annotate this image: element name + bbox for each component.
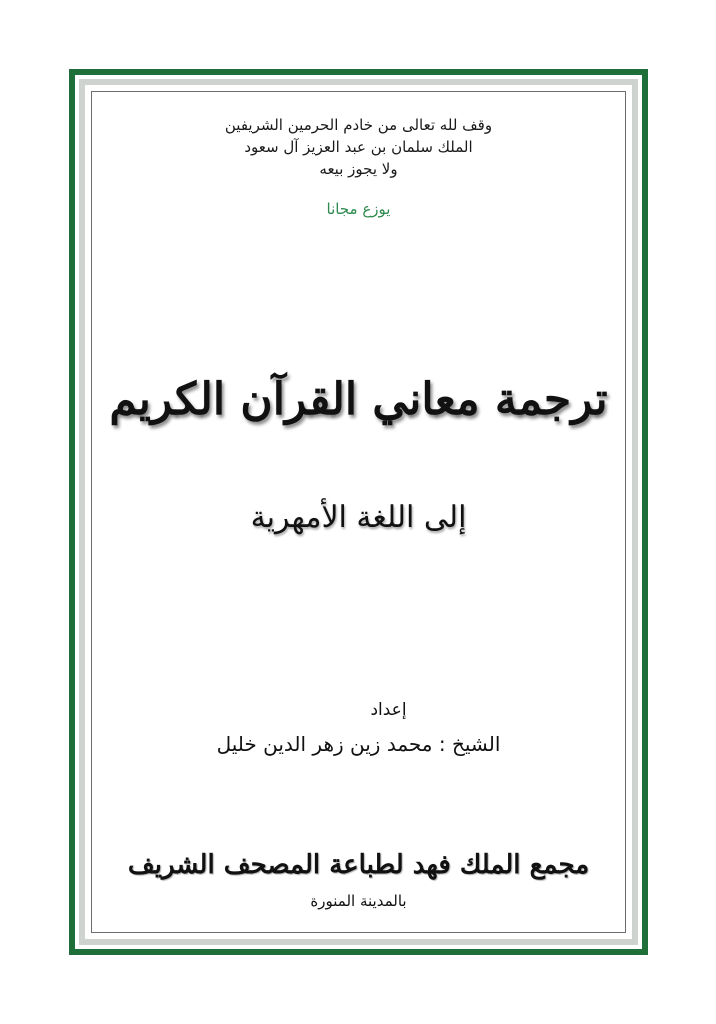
prepared-by-label: إعداد xyxy=(370,700,407,720)
endowment-line-2: الملك سلمان بن عبد العزيز آل سعود xyxy=(244,138,473,156)
endowment-line-3: ولا يجوز بيعه xyxy=(319,160,398,178)
book-title: ترجمة معاني القرآن الكريم xyxy=(109,374,608,425)
frame-gray-border xyxy=(79,79,638,945)
publisher-name: مجمع الملك فهد لطباعة المصحف الشريف xyxy=(127,850,590,880)
author-name: الشيخ : محمد زين زهر الدين خليل xyxy=(216,732,501,756)
book-subtitle: إلى اللغة الأمهرية xyxy=(250,500,467,535)
cover-page xyxy=(91,91,626,933)
publisher-city: بالمدينة المنورة xyxy=(310,892,407,910)
free-distribution-note: يوزع مجانا xyxy=(326,200,391,218)
endowment-line-1: وقف لله تعالى من خادم الحرمين الشريفين xyxy=(224,116,493,134)
cover-frame xyxy=(69,69,648,955)
cover-content xyxy=(92,92,625,932)
endowment-notice xyxy=(92,114,625,180)
